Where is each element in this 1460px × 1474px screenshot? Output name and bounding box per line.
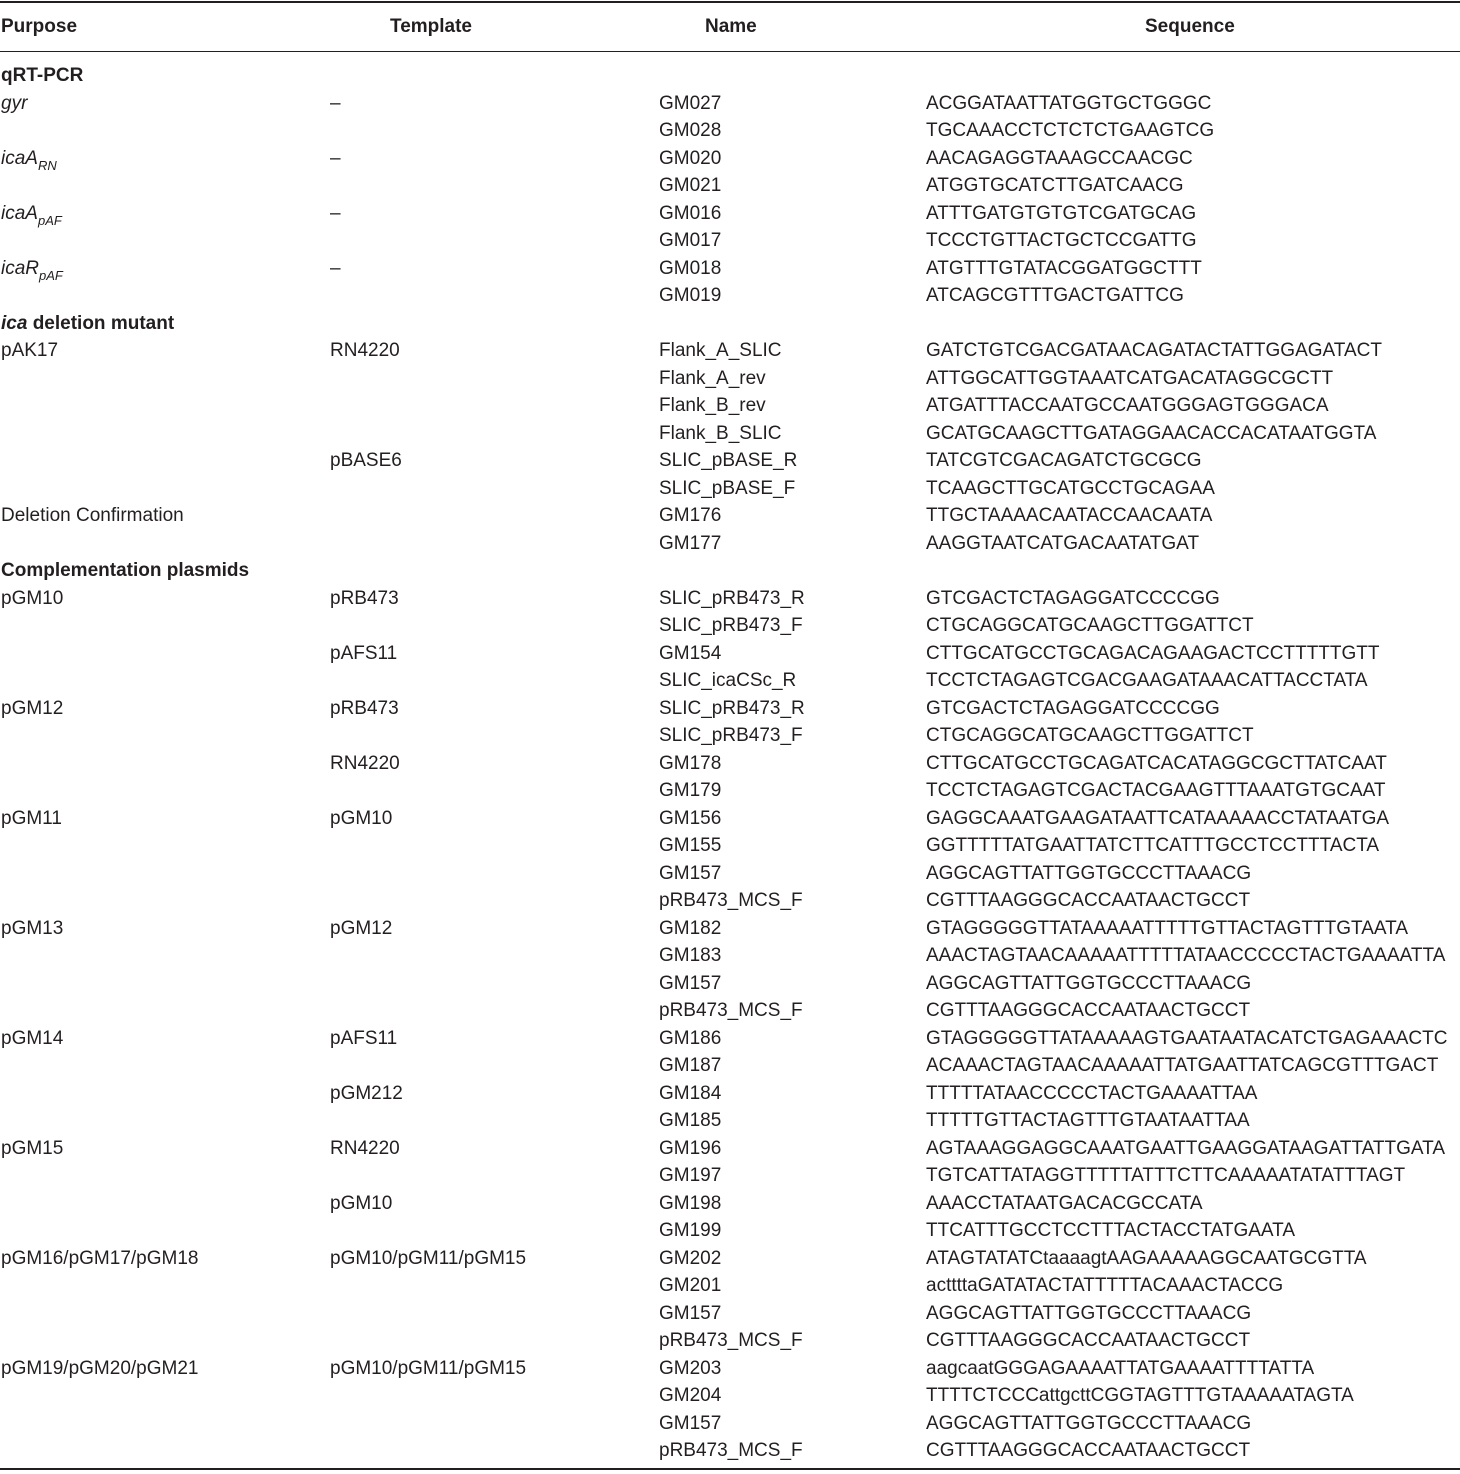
name-cell: GM182 <box>659 917 722 939</box>
template-cell: – <box>330 257 341 279</box>
sequence-cell: GATCTGTCGACGATAACAGATACTATTGGAGATACT <box>926 340 1382 361</box>
table-row <box>0 1410 1460 1438</box>
table-row <box>0 1080 1460 1108</box>
top-rule <box>0 1 1460 3</box>
table-row <box>0 805 1460 833</box>
template-cell: pGM212 <box>330 1082 403 1104</box>
name-cell: pRB473_MCS_F <box>659 1000 803 1021</box>
template-cell: pAFS11 <box>330 1027 398 1049</box>
name-cell: GM154 <box>659 642 722 664</box>
name-cell: GM021 <box>659 175 722 196</box>
table-body <box>0 62 1460 1465</box>
template-cell: pBASE6 <box>330 450 402 471</box>
table-row <box>0 365 1460 393</box>
sequence-cell: ATGTTTGTATACGGATGGCTTT <box>926 257 1202 279</box>
purpose-subscript: pAF <box>37 212 62 228</box>
name-cell: GM155 <box>659 835 722 856</box>
name-cell: pRB473_MCS_F <box>659 890 803 911</box>
template-cell: pRB473 <box>330 587 399 609</box>
sequence-cell: CTGCAGGCATGCAAGCTTGGATTCT <box>926 725 1254 746</box>
table-row <box>0 722 1460 750</box>
purpose-text: icaR <box>1 257 40 279</box>
sequence-cell: ATAGTATATCtaaaagtAAGAAAAAGGCAATGCGTTA <box>926 1247 1367 1269</box>
name-cell: GM028 <box>659 120 722 141</box>
sequence-cell: CGTTTAAGGGCACCAATAACTGCCT <box>926 1000 1251 1021</box>
table-row <box>0 997 1460 1025</box>
template-cell: pGM10 <box>330 1192 393 1214</box>
name-cell: SLIC_icaCSc_R <box>659 670 797 691</box>
name-cell: Flank_B_rev <box>659 395 766 416</box>
section-row <box>0 62 1460 90</box>
name-cell: GM198 <box>659 1192 722 1214</box>
name-cell: Flank_A_rev <box>659 367 766 389</box>
sequence-cell: AGGCAGTTATTGGTGCCCTTAAACG <box>926 862 1252 884</box>
template-cell: pGM10/pGM11/pGM15 <box>330 1247 527 1269</box>
name-cell: GM016 <box>659 202 722 224</box>
table-row <box>0 667 1460 695</box>
template-cell: pGM10 <box>330 807 393 829</box>
name-cell: GM020 <box>659 147 722 169</box>
table-row <box>0 1135 1460 1163</box>
section-row <box>0 310 1460 338</box>
name-cell: pRB473_MCS_F <box>659 1330 803 1351</box>
sequence-cell: TTTTTGTTACTAGTTTGTAATAATTAA <box>926 1110 1250 1131</box>
sequence-cell: AGGCAGTTATTGGTGCCCTTAAACG <box>926 1412 1252 1434</box>
table-row <box>0 970 1460 998</box>
sequence-cell: GCATGCAAGCTTGATAGGAACACCACATAATGGTA <box>926 422 1377 444</box>
table-row <box>0 1272 1460 1300</box>
sequence-cell: AAACCTATAATGACACGCCATA <box>926 1192 1203 1214</box>
header-purpose: Purpose <box>1 16 78 37</box>
name-cell: GM186 <box>659 1027 722 1049</box>
sequence-cell: GTCGACTCTAGAGGATCCCCGG <box>926 587 1220 609</box>
name-cell: GM176 <box>659 505 722 526</box>
sequence-cell: CGTTTAAGGGCACCAATAACTGCCT <box>926 1440 1251 1461</box>
template-cell: pRB473 <box>330 697 399 719</box>
sequence-cell: CGTTTAAGGGCACCAATAACTGCCT <box>926 890 1251 911</box>
table-row <box>0 447 1460 475</box>
sequence-cell: TTGCTAAAACAATACCAACAATA <box>926 505 1213 526</box>
table-row <box>0 1162 1460 1190</box>
sequence-cell: TCCCTGTTACTGCTCCGATTG <box>926 230 1197 251</box>
table-row <box>0 282 1460 310</box>
sequence-cell: GTAGGGGGTTATAAAAATTTTTGTTACTAGTTTGTAATA <box>926 917 1409 939</box>
sequence-cell: ACAAACTAGTAACAAAAATTATGAATTATCAGCGTTTGACT <box>926 1055 1439 1076</box>
template-cell: – <box>330 147 341 169</box>
sequence-cell: ACGGATAATTATGGTGCTGGGC <box>926 92 1212 114</box>
table-row <box>0 90 1460 118</box>
name-cell: GM157 <box>659 1412 722 1434</box>
sequence-cell: CTTGCATGCCTGCAGATCACATAGGCGCTTATCAAT <box>926 752 1387 774</box>
name-cell: SLIC_pRB473_F <box>659 725 803 746</box>
purpose-text: Deletion Confirmation <box>1 505 184 526</box>
sequence-cell: TGCAAACCTCTCTCTGAAGTCG <box>926 120 1215 141</box>
sequence-cell: CGTTTAAGGGCACCAATAACTGCCT <box>926 1330 1251 1351</box>
name-cell: SLIC_pBASE_R <box>659 450 798 471</box>
section-title <box>1 557 249 585</box>
purpose-cell <box>1 695 63 723</box>
sequence-cell: CTGCAGGCATGCAAGCTTGGATTCT <box>926 615 1254 636</box>
name-cell: GM018 <box>659 257 722 279</box>
template-cell: pAFS11 <box>330 642 398 664</box>
template-cell: RN4220 <box>330 340 400 361</box>
table-row <box>0 475 1460 503</box>
header-sequence: Sequence <box>1145 16 1235 37</box>
purpose-cell <box>1 255 63 284</box>
name-cell: GM017 <box>659 230 722 251</box>
table-row <box>0 1437 1460 1465</box>
name-cell: SLIC_pRB473_R <box>659 697 805 719</box>
table-row <box>0 337 1460 365</box>
table-row <box>0 1300 1460 1328</box>
sequence-cell: GAGGCAAATGAAGATAATTCATAAAAACCTATAATGA <box>926 807 1390 829</box>
purpose-cell <box>1 200 62 229</box>
sequence-cell: TTTTCTCCCattgcttCGGTAGTTTGTAAAAATAGTA <box>926 1385 1354 1406</box>
table-row <box>0 200 1460 228</box>
name-cell: GM202 <box>659 1247 722 1269</box>
purpose-cell <box>1 90 27 118</box>
table-row <box>0 832 1460 860</box>
table-row <box>0 777 1460 805</box>
purpose-cell <box>1 1025 63 1053</box>
table-row <box>0 255 1460 283</box>
sequence-cell: aagcaatGGGAGAAAATTATGAAAATTTTATTA <box>926 1357 1315 1379</box>
name-cell: GM199 <box>659 1220 722 1241</box>
purpose-text: pGM10 <box>1 587 64 609</box>
sequence-cell: AGTAAAGGAGGCAAATGAATTGAAGGATAAGATTATTGATA <box>926 1137 1446 1159</box>
sequence-cell: TCAAGCTTGCATGCCTGCAGAA <box>926 477 1215 499</box>
name-cell: GM027 <box>659 92 722 114</box>
purpose-text: deletion mutant <box>27 312 175 334</box>
sequence-cell: GTAGGGGGTTATAAAAAGTGAATAATACATCTGAGAAACTC <box>926 1027 1448 1049</box>
table-row <box>0 117 1460 145</box>
table-row <box>0 172 1460 200</box>
name-cell: GM157 <box>659 972 722 994</box>
name-cell: Flank_A_SLIC <box>659 340 782 361</box>
name-cell: SLIC_pRB473_F <box>659 615 803 636</box>
purpose-subscript: RN <box>37 157 57 173</box>
purpose-text: Complementation plasmids <box>1 560 250 581</box>
sequence-cell: TTCATTTGCCTCCTTTACTACCTATGAATA <box>926 1220 1296 1241</box>
name-cell: GM177 <box>659 532 722 554</box>
section-title <box>1 310 174 338</box>
sequence-cell: AAACTAGTAACAAAAATTTTTATAACCCCCTACTGAAAATTA <box>926 945 1446 966</box>
sequence-cell: ATTGGCATTGGTAAATCATGACATAGGCGCTT <box>926 367 1334 389</box>
header-template: Template <box>390 16 473 37</box>
name-cell: GM157 <box>659 862 722 884</box>
name-cell: GM204 <box>659 1385 722 1406</box>
table-row <box>0 1355 1460 1383</box>
sequence-cell: ATTTGATGTGTGTCGATGCAG <box>926 202 1197 224</box>
table-row <box>0 1245 1460 1273</box>
purpose-subscript: pAF <box>39 267 63 283</box>
name-cell: GM019 <box>659 285 722 306</box>
template-cell: – <box>330 202 341 224</box>
table-row <box>0 145 1460 173</box>
name-cell: GM197 <box>659 1165 722 1186</box>
template-cell: pGM10/pGM11/pGM15 <box>330 1357 527 1379</box>
name-cell: SLIC_pRB473_R <box>659 587 805 609</box>
name-cell: GM179 <box>659 780 722 801</box>
sequence-cell: AAGGTAATCATGACAATATGAT <box>926 532 1200 554</box>
name-cell: GM185 <box>659 1110 722 1131</box>
purpose-text: pGM12 <box>1 697 64 719</box>
purpose-italic-part: ica <box>1 312 28 334</box>
name-cell: GM157 <box>659 1302 722 1324</box>
bottom-rule <box>0 1468 1460 1470</box>
purpose-text: pGM15 <box>1 1137 64 1159</box>
template-cell: RN4220 <box>330 752 400 774</box>
table-row <box>0 1025 1460 1053</box>
purpose-cell <box>1 502 184 530</box>
sequence-cell: GGTTTTTATGAATTATCTTCATTTGCCTCCTTTACTA <box>926 835 1380 856</box>
sequence-cell: AACAGAGGTAAAGCCAACGC <box>926 147 1193 169</box>
purpose-cell <box>1 915 63 943</box>
section-title <box>1 62 83 90</box>
name-cell: GM187 <box>659 1055 722 1076</box>
sequence-cell: ATGATTTACCAATGCCAATGGGAGTGGGACA <box>926 395 1329 416</box>
table-row <box>0 1382 1460 1410</box>
purpose-text: pGM19/pGM20/pGM21 <box>1 1357 199 1379</box>
header-name: Name <box>705 16 757 37</box>
name-cell: SLIC_pBASE_F <box>659 477 796 499</box>
sequence-cell: acttttaGATATACTATTTTTACAAACTACCG <box>926 1275 1284 1296</box>
sequence-cell: TTTTTATAACCCCCTACTGAAAATTAA <box>926 1082 1258 1104</box>
purpose-cell <box>1 585 63 613</box>
template-cell: RN4220 <box>330 1137 400 1159</box>
sequence-cell: TCCTCTAGAGTCGACTACGAAGTTTAAATGTGCAAT <box>926 780 1386 801</box>
table-row <box>0 1107 1460 1135</box>
table-row <box>0 227 1460 255</box>
sequence-cell: AGGCAGTTATTGGTGCCCTTAAACG <box>926 972 1252 994</box>
table-row <box>0 420 1460 448</box>
table-row <box>0 1052 1460 1080</box>
name-cell: GM156 <box>659 807 722 829</box>
sequence-cell: CTTGCATGCCTGCAGACAGAAGACTCCTTTTTGTT <box>926 642 1380 664</box>
sequence-cell: AGGCAGTTATTGGTGCCCTTAAACG <box>926 1302 1252 1324</box>
sequence-cell: ATCAGCGTTTGACTGATTCG <box>926 285 1184 306</box>
purpose-cell <box>1 145 57 174</box>
table-row <box>0 942 1460 970</box>
table-row <box>0 585 1460 613</box>
purpose-text: pGM13 <box>1 917 64 939</box>
name-cell: Flank_B_SLIC <box>659 422 782 444</box>
purpose-text: icaA <box>1 147 38 169</box>
section-row <box>0 557 1460 585</box>
purpose-cell <box>1 805 62 833</box>
name-cell: GM203 <box>659 1357 722 1379</box>
table-row <box>0 502 1460 530</box>
table-row <box>0 915 1460 943</box>
purpose-text: pGM14 <box>1 1027 64 1049</box>
purpose-text: qRT-PCR <box>1 65 84 86</box>
table-row <box>0 640 1460 668</box>
table-row <box>0 530 1460 558</box>
purpose-cell <box>1 1245 198 1273</box>
name-cell: GM201 <box>659 1275 722 1296</box>
name-cell: GM183 <box>659 945 722 966</box>
table-row <box>0 1190 1460 1218</box>
template-cell: pGM12 <box>330 917 393 939</box>
table-row <box>0 695 1460 723</box>
purpose-cell <box>1 337 58 365</box>
purpose-cell <box>1 1135 63 1163</box>
purpose-text: pGM11 <box>1 807 62 829</box>
table-row <box>0 750 1460 778</box>
table-row <box>0 1327 1460 1355</box>
sequence-cell: TGTCATTATAGGTTTTTATTTCTTCAAAAATATATTTAGT <box>926 1165 1406 1186</box>
name-cell: GM184 <box>659 1082 722 1104</box>
table-row <box>0 1217 1460 1245</box>
table-row <box>0 887 1460 915</box>
sequence-cell: TATCGTCGACAGATCTGCGCG <box>926 450 1202 471</box>
sequence-cell: ATGGTGCATCTTGATCAACG <box>926 175 1184 196</box>
purpose-text: icaA <box>1 202 38 224</box>
name-cell: GM178 <box>659 752 722 774</box>
purpose-text: gyr <box>1 92 28 114</box>
name-cell: pRB473_MCS_F <box>659 1440 803 1461</box>
sequence-cell: GTCGACTCTAGAGGATCCCCGG <box>926 697 1220 719</box>
header-rule <box>0 51 1460 52</box>
purpose-cell <box>1 1355 198 1383</box>
template-cell: – <box>330 92 341 114</box>
name-cell: GM196 <box>659 1137 722 1159</box>
table-row <box>0 392 1460 420</box>
purpose-text: pAK17 <box>1 340 59 361</box>
table-row <box>0 860 1460 888</box>
table-row <box>0 612 1460 640</box>
sequence-cell: TCCTCTAGAGTCGACGAAGATAAACATTACCTATA <box>926 670 1368 691</box>
purpose-text: pGM16/pGM17/pGM18 <box>1 1247 199 1269</box>
